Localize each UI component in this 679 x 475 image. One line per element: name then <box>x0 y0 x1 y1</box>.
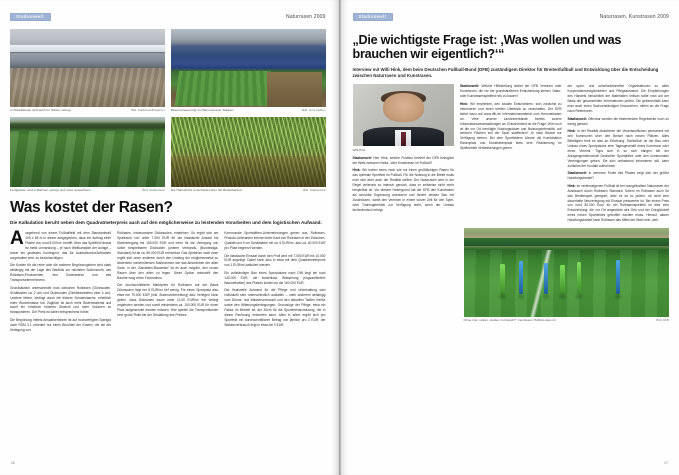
youth-football-match-photo <box>464 228 670 317</box>
photo-caption: In Rückbauzeit wird auch im Winter verlegt <box>10 107 71 112</box>
q-label: Stadionwelt: <box>567 171 587 176</box>
left-body-columns <box>10 228 326 333</box>
bottom-photo-caption: Ohne zum netten „Außen zu brauch?“ hat diesen Hobbits das mit <box>463 317 556 322</box>
photo-caption: Die Halmdichte entscheidet über die Belastbarkeit <box>170 187 242 192</box>
interview-headline: „Die wichtigste Frage ist: ‚Was wollen und was brauchen wir eigentlich?‘“ <box>352 33 622 62</box>
portrait-photo <box>353 84 455 146</box>
q-label: Stadionwelt: <box>352 155 372 160</box>
body-paragraph: Der finanzielle Aufwand für die Pflege und Unterhaltung wird individuell sehr unterschiedlich ausfallen – unter anderem abhängig vom Dünne- und Wasserverbrauch und den aktuellen Tarifen hierfür sowie den Witterungsbedingungen. Grundzüge der Pflege, etwa ein Faktor im Betrieb ist, der 30cm für die Sportintensivnutzung, der in dieser Rechnung entworfen kann. Alles in allem ergibt sich pro Sportfeld ein durchschnittlicher Betrag von jährlich pro 2 EUR, der Wasserverbrauch liegt in etwa bei 4 EUR. <box>224 288 326 327</box>
player-green <box>577 262 582 294</box>
photo-credit: Bild: Stadionwelt/Agentur <box>131 107 165 112</box>
a-text: Wir empfehlen, den lokalen Entscheidern, sich zunächst zu informieren und einen breiten Überblick zu verschaffen. Der DFB bietet dazu auf www.dfb.de Informationsmaterial zum Herunterladen an. Viele unserer Landesverbände bereits zudem Informationsveranstaltungen an. Entscheidend ist die Frage: Wie hoch ist die vor Ort benötigte Nutzungsdauer und Nutzungsintensität, auf welchen Flächen soll der Sport stattfinden? Je nach Bedarf zur Verfügung stehen. Bei dem Sportfeldern könnte die Kombination Rasenplatz und Kunstrasenplatz stets sehr Realisierung im Spielbetrieb Verbesserungen geben. <box>460 101 562 151</box>
photo-cell-grass-macro <box>171 117 326 192</box>
body-paragraph: Die klassische Einsaat durch den Profi wird mit 7.000 EUR bis 10.000 EUR angelegt. Dabei kann also in etwa mit dem Quadratmeterpreis von 1 EUR/m² kalkuliert werden. <box>224 253 326 268</box>
interview-column-3 <box>568 84 670 223</box>
q-label: Stadionwelt: <box>460 84 480 89</box>
a-label: Hink: <box>567 183 576 188</box>
spread-gutter <box>339 0 341 475</box>
interview-intro: Interview mit Willi Hink, dem beim Deutschen Fußball-Bund (DFB) zuständigem Direktor für Breitenfußball und Entwicklung über die Entscheidung zwischen Naturrasen und Kunstrasen. <box>352 66 659 79</box>
portrait-head <box>383 93 424 122</box>
body-column-1 <box>10 228 112 333</box>
body-column-3 <box>224 231 325 333</box>
right-folio: 27 <box>664 461 668 465</box>
q-text: Welche Hilfestellung leistet der DFB Vereinen oder Kommunen, die vor der grundsätzlichen Entscheidung stehen, Natur- oder Kunstrasenspielfeld neu zu bauen? <box>460 84 562 99</box>
interview-column-2 <box>460 84 562 223</box>
interview-question <box>460 84 562 99</box>
interview-question <box>568 171 670 181</box>
interview-column-1 <box>353 84 455 223</box>
player-green <box>560 265 565 294</box>
body-paragraph: Der durchschnittliche Marktpreis für Rollrasen auf der Basis Dünnsoden liegt bei 8 EUR/m² tief wenig. Für einen Sportplatz also etwa bei 70.000 EUR (inkl. Bodenvorbereitung) also Verlegen kann gelten, dass Dicksoden kaum unter 11,50 EUR/m² frei verlegt angeboten werden und somit mindestens ca. 100.000 EUR für einen Platz aufgewendet werden müssen. Hier spielen die Transportkosten eine große Rolle bei der Gestaltung des Preises. <box>117 283 219 317</box>
photo-credit: Bild: Stadionwelt <box>303 187 326 192</box>
photo-caption: Fertigrasen wird in Bahnen verlegt und muss anwachsen <box>10 187 91 192</box>
right-page <box>340 0 679 475</box>
brand-logo[interactable]: Stadionwelt <box>353 13 394 21</box>
photo-credit: Bild: Stadionwelt <box>142 187 165 192</box>
body-paragraph: Rollrasen, insbesondere Dickesoden, entstehen. So ergibt sich am Spielraum von unter 7.000 EUR für die klassische Ansaat bis Startverlegung bis 150.000 EUR und mehr für die Verlegung von sofort bespielbaren Dicksoden (unterm Verbands- (Bundesliga-Standard) ist ab ca. 85.000 EUR erreichbar. Das Spektrum nach oben ergibt sich unter anderem durch den Umfang der möglicherweise zu leistenden vorbereitenden Maßnahmen wie das Abschieben der alten Sode, in der „Sandstein-Bauweise“ ist es auch möglich, den neuen Rasen über den alten zu legen. Diese Option unterwirft den Bauherrrung eines Fachmanns. <box>117 231 219 280</box>
brand-logo[interactable]: Stadionwelt <box>10 13 51 21</box>
photo-cell-lawn <box>10 117 165 192</box>
body-paragraph: Kommunale Sportstätten-Unternehmungen gehen aus, Rollrasen-Produkt-Lieferanten können beim Kauf von Rollrasen in der Zwischen-Qualität und 5 cm Schälstärke mit ca. 6 EUR/m², also ca. 40.000 EUR pro Platz begrenzt werden. <box>224 231 326 250</box>
interview-answer <box>568 184 670 224</box>
left-masthead <box>10 10 326 24</box>
interview-answer-continued: der sport- und schulfunktionellen Organisationen zu allen Kooperationsmöglichkeiten und Pflegeaufwand. Die Empfehlungen des Handels hinsichtlich der Materialien kritisch sollte man auf der Basis der gesammelten Informationen prüfen. Die gebenenfalls kann man auch einen Sachverständigen hinzuziehen, mithin an die Frage nach Referenzen. <box>567 84 669 114</box>
portrait-caption: Willi Hink <box>352 147 366 152</box>
q-text: In welchem Punkt des Pfades zeigt sich der größte Handlungsbedarf? <box>567 171 669 181</box>
mown-lawn-photo <box>10 117 165 187</box>
a-label: Hink: <box>460 101 469 106</box>
players-group <box>464 228 670 317</box>
interview-question <box>353 156 455 166</box>
q-text: Herr Hink, welche Position bezieht der DFB bezüglich der Wahl zwischen Natur- oder Kunstrasen im Fußball? <box>352 155 454 165</box>
photo-cell-stadium-turf <box>171 29 326 112</box>
interview-answer <box>568 129 670 169</box>
player-blue <box>544 263 549 294</box>
left-issue-line: Naturrasen 2009 <box>286 14 326 20</box>
left-photo-grid <box>10 29 326 193</box>
grass-blades-photo <box>171 117 326 187</box>
interview-answer <box>353 168 455 212</box>
body-paragraph: Die Begrünung mittels Ansaatverfahren ist auf hochwertigem Spielgut nach RSM 3.1 erfordert nur einen Bruchteil der Kosten, die bei der Verlegung von <box>10 317 112 332</box>
right-body-columns <box>353 84 670 223</box>
player-blue <box>616 260 621 294</box>
body-column-2 <box>117 231 218 333</box>
body-paragraph: Ein vollständiger Bau eines Sportplatzes nach DIN liegt bei rund 140.000 EUR, die kostenlose Wässerung (ringsachtiefere Baumeihalten) des Platzes kostet um die 160.000 EUR. <box>224 270 326 285</box>
q-text: Offenbar werden die bestehenden Regelwerke noch zu wenig genutzt. <box>567 116 669 126</box>
interview-question <box>568 117 670 127</box>
left-folio: 26 <box>11 461 15 465</box>
body-paragraph: Die Kosten für die reine oder die anderen Begrünungsform sind stark abhängig mit der Lage des Bauteils zur nächsten Sodenzucht, des Rollrasen-Produzenten, des Sodenwerks und des Transportunternehmens. <box>10 263 112 283</box>
q-label: Stadionwelt: <box>567 116 587 121</box>
a-text: Wir haben einen nach wie vor einen großflächigen Rasen für das optimale Sportfeld im Fußball. Für die Nutzung in die Breite muss man sich aber auch der Realität stellen: Der Naturrasen wird in der Regel vielerorts so intensiv genutzt, dass er zeitweise nicht mehr bespielbar ist. Vor diesem Hintergrund hat der DFB den Kunstrasen als sinnvolle Ergänzung anerkannt und fördert dessen Bau mit Zuschüssen, damit den Vereinen in einem kurzer Zeit für den Spiel- oder Trainingsbetrieb zur Verfügung steht, wenn der Umbau fachmännisch erfolgt. <box>352 168 455 212</box>
stadium-partial-turf-photo <box>171 29 326 107</box>
bottom-photo-credit: Bild: DFB <box>656 317 669 322</box>
a-label: Hink: <box>567 129 576 134</box>
photo-cell-stadium-bare <box>10 29 165 112</box>
a-text: In der Realität diskutieren die Verantwortlichen permanent mit den Kommunen über den Bedarf nach neuen Plätzen. Alles Beteiligten fehlt es also an Erfahrung. Schließlich ist der Bau oder Umbau eines Sportplatzes eine Tagesgeschäft eines Kommune oder eines Vereins. Tipps sich in so sich hängen bei der Anlagengemeinschaft Deutscher Sportplätze oder den kommunalen Vereinigungen geben, Sie sich umfassend informieren will, kann zunächst der Kontakt aufnehmen. <box>567 129 669 168</box>
bottom-photo-block <box>464 228 670 322</box>
photo-caption: Rasenerneuerung im Hannoveraner Stadion <box>170 107 234 112</box>
article-standfirst: Die Kalkulation beruht neben dem Quadratmeterpreis auch auf den möglicherweise zu leistenden Vorarbeiten und dem logistischen Aufwand. <box>10 219 322 225</box>
a-label: Hink: <box>352 168 361 173</box>
right-issue-line: Naturrasen, Kunstrasen 2009 <box>599 14 669 20</box>
portrait-tie <box>401 132 406 147</box>
player-blue <box>519 261 524 294</box>
stadium-bare-soil-photo <box>10 29 165 107</box>
a-text: Im vereinseigenen Fußball ist bei mangelhaftem Naturrasen der Austausch durch Rollrasen Standard. Sofern im Rollrasen auch für das Breitensport geeignet, aber es ist zu prüfen, ob nicht eine dauerhafte Neuverlegung mit Einsaat preiswerter ist. Bei einem Preis von rund 80.000 Euro für ein Rollrasenspielfeld ist dies eine Entscheidung, die vor Ort angesichts des Orts und der Dringlichkeit eines neuen Sportfeldes getroffen werden muss. Hierauf, akuter Handlungsbedarf kann Rollrasen das Mittel der Wahl sein, weil <box>567 183 669 223</box>
body-paragraph: Grundsätzlich unterscheidet man zwischen Rollrasen (Dünnsoden, Schälsoden ca. 2 cm) und Dickesoden (Dickfeldarbeiten über 4 cm). Letztere liefern, bedingt durch die dickere Schalenlasche, erheblich mehr Wurzelmasse mit. Zugleich ist auch mehr Bodenmaterial und somit ein erheblich höheres Gewicht und mehr Volumen zu transportieren. Der Preis ist daher entsprechend höher. <box>10 285 112 315</box>
right-masthead <box>353 10 670 24</box>
page-title: Was kostet der Rasen? <box>10 198 173 216</box>
photo-credit: Bild: Jens Steffen <box>302 107 326 112</box>
body-paragraph: Ausgehend von einem Fußballfeld mit dem Standardmaß 105 x 68 m in dieser ausgeglichen, dass ein Auftrag einer Fläche von rund 8.000 m² betrifft. Über das Spielfeld hinaus ist meist Umrandung – je nach Wettkampfart der Anlage – sowie ein gewisses Kontingent, das für Auslaufzonen/Aufbauten vorgehalten wird, zu berücksichtigen. <box>10 228 112 260</box>
player-green <box>500 264 505 294</box>
interview-answer <box>460 102 562 151</box>
